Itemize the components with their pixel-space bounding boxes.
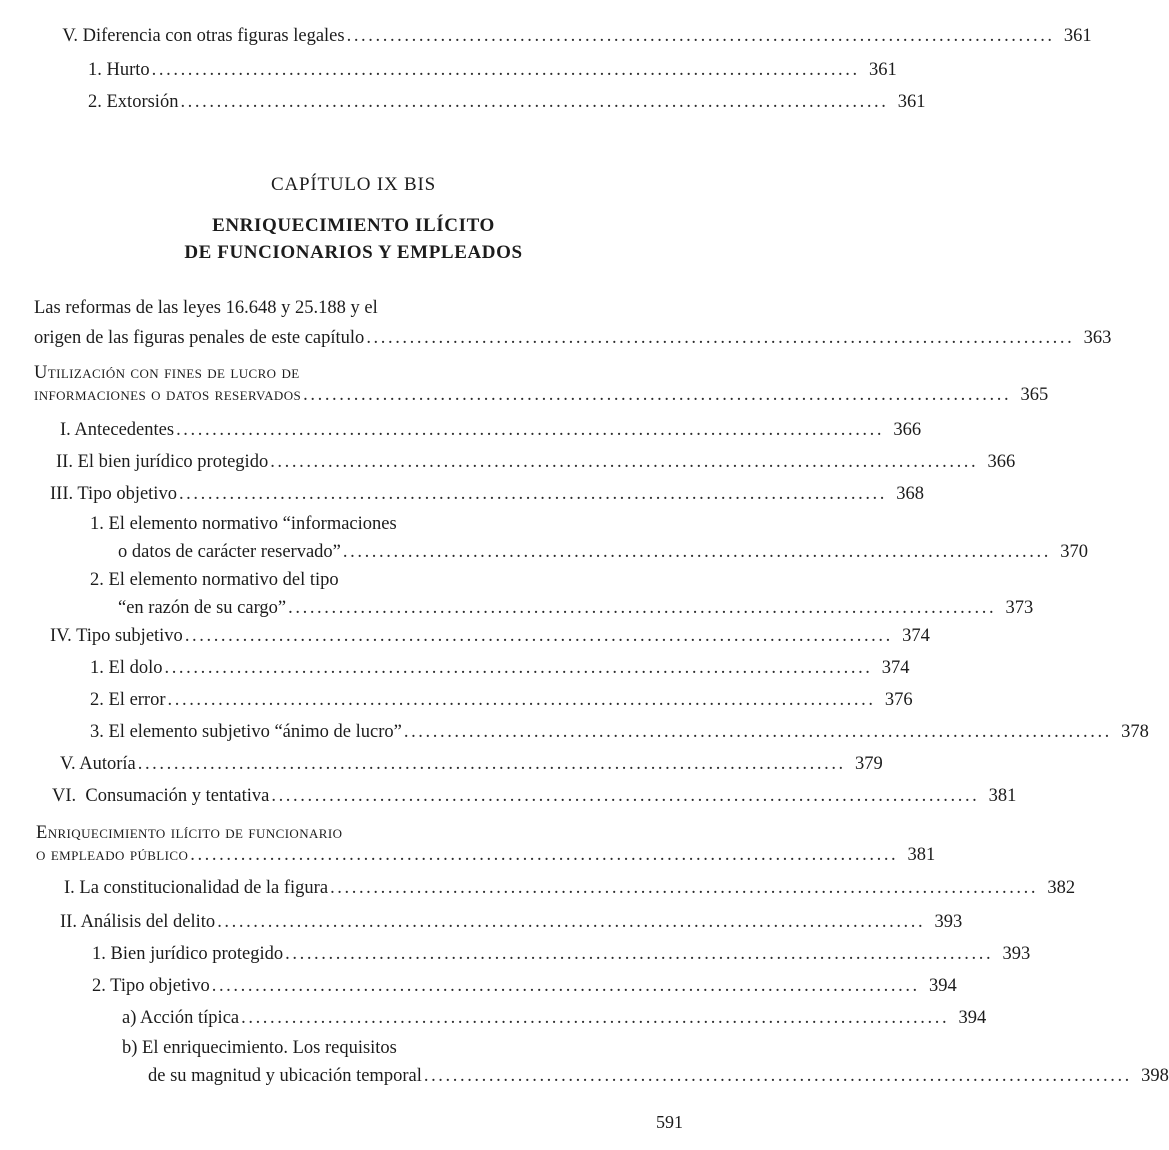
page-number: 361	[1063, 26, 1092, 46]
dot-leader: ..................................................................................................	[184, 626, 893, 646]
dot-leader: ..................................................................................................	[241, 1008, 950, 1028]
page-number: 374	[881, 658, 910, 678]
page-folio: 591	[656, 1112, 683, 1132]
dot-leader: ..................................................................................................	[342, 542, 1051, 562]
page-number: 379	[855, 754, 883, 774]
entry-label: “en razón de su cargo”	[118, 598, 287, 618]
toc-entry[interactable]	[60, 752, 883, 776]
toc-entry[interactable]	[92, 974, 957, 998]
page-number: 382	[1047, 878, 1076, 898]
entry-number: I.	[64, 878, 75, 898]
entry-label: Análisis del delito	[80, 912, 216, 932]
entry-label: Tipo objetivo	[110, 976, 210, 996]
chapter-title-line: DE FUNCIONARIOS Y EMPLEADOS	[184, 242, 523, 263]
entry-label: El dolo	[108, 658, 163, 678]
dot-leader: ..................................................................................................	[303, 385, 1012, 405]
section-title: informaciones o datos reservados	[34, 385, 302, 405]
toc-entry[interactable]	[60, 418, 922, 442]
section-title-line: Enriquecimiento ilícito de funcionario	[36, 823, 343, 843]
entry-label-line: El elemento normativo “informaciones	[108, 514, 397, 534]
toc-entry-intro[interactable]	[34, 296, 1112, 350]
dot-leader: ..................................................................................................	[270, 452, 979, 472]
dot-leader: ..................................................................................................	[180, 92, 889, 112]
toc-entry[interactable]	[88, 90, 926, 114]
toc-entry[interactable]	[122, 1036, 1169, 1088]
entry-label: Acción típica	[139, 1008, 240, 1028]
entry-number: II.	[56, 452, 73, 472]
toc-entry[interactable]	[92, 942, 1031, 966]
toc-section-heading[interactable]	[34, 362, 1049, 406]
entry-number: V.	[62, 26, 78, 46]
dot-leader: ..................................................................................................	[137, 754, 846, 774]
dot-leader: ..................................................................................................	[288, 598, 997, 618]
dot-leader: ..................................................................................................	[330, 878, 1039, 898]
page-number: 361	[868, 60, 897, 80]
dot-leader: ..................................................................................................	[403, 722, 1112, 742]
page-number: 374	[902, 626, 930, 646]
entry-label: Extorsión	[106, 92, 179, 112]
dot-leader: ..................................................................................................	[176, 420, 885, 440]
page-number: 376	[884, 690, 913, 710]
entry-label: El bien jurídico protegido	[77, 452, 269, 472]
entry-number: VI.	[52, 786, 77, 806]
entry-number: 2.	[90, 570, 104, 590]
entry-label: El error	[108, 690, 166, 710]
entry-label-line: El elemento normativo del tipo	[108, 570, 339, 590]
dot-leader: ..................................................................................................	[211, 976, 920, 996]
section-title-line: Utilización con fines de lucro de	[34, 363, 300, 383]
entry-label: Consumación y tentativa	[85, 786, 270, 806]
entry-number: 1.	[90, 658, 104, 678]
entry-number: 1.	[92, 944, 106, 964]
page-number: 398	[1141, 1066, 1169, 1086]
entry-label: Tipo objetivo	[77, 484, 177, 504]
entry-number: I.	[60, 420, 71, 440]
entry-label: Bien jurídico protegido	[110, 944, 284, 964]
dot-leader: ..................................................................................................	[167, 690, 876, 710]
page-number: 370	[1060, 542, 1088, 562]
entry-number: 1.	[88, 60, 102, 80]
section-title: o empleado público	[36, 845, 189, 865]
entry-number: II.	[60, 912, 77, 932]
entry-number: 2.	[88, 92, 102, 112]
toc-entry[interactable]	[90, 720, 1149, 744]
dot-leader: ..................................................................................................	[366, 328, 1075, 348]
page-number: 366	[893, 420, 922, 440]
toc-entry[interactable]	[50, 482, 925, 506]
dot-leader: ..................................................................................................	[346, 26, 1055, 46]
entry-number: III.	[50, 484, 74, 504]
dot-leader: ..................................................................................................	[217, 912, 926, 932]
page-number: 378	[1121, 722, 1149, 742]
toc-entry[interactable]	[90, 512, 1088, 564]
page-number: 363	[1083, 328, 1112, 348]
page-number: 366	[987, 452, 1016, 472]
page-number: 368	[896, 484, 925, 504]
entry-label: Antecedentes	[74, 420, 175, 440]
entry-label: origen de las figuras penales de este capítulo	[34, 328, 365, 348]
toc-entry[interactable]	[50, 624, 930, 648]
chapter-heading: CAPÍTULO IX BIS	[270, 174, 437, 195]
entry-label: La constitucionalidad de la figura	[79, 878, 329, 898]
entry-label: de su magnitud y ubicación temporal	[148, 1066, 422, 1086]
dot-leader: ..................................................................................................	[285, 944, 994, 964]
entry-label-line: Las reformas de las leyes 16.648 y 25.188 y el	[34, 298, 378, 318]
entry-number: 2.	[90, 690, 104, 710]
entry-number: b)	[122, 1038, 138, 1058]
entry-label: o datos de carácter reservado”	[118, 542, 341, 562]
dot-leader: ..................................................................................................	[190, 845, 899, 865]
toc-entry[interactable]	[90, 568, 1034, 620]
entry-number: V.	[60, 754, 76, 774]
chapter-title-line: ENRIQUECIMIENTO ILÍCITO	[212, 215, 495, 236]
entry-label: Diferencia con otras figuras legales	[82, 26, 345, 46]
chapter-title	[0, 212, 707, 266]
entry-label: El elemento subjetivo “ánimo de lucro”	[108, 722, 402, 742]
page-number: 365	[1020, 385, 1049, 405]
dot-leader: ..................................................................................................	[271, 786, 980, 806]
page-number: 393	[1002, 944, 1031, 964]
toc-entry[interactable]	[90, 688, 913, 712]
toc-entry[interactable]	[56, 450, 1016, 474]
page-number: 373	[1005, 598, 1034, 618]
entry-number: a)	[122, 1008, 137, 1028]
toc-entry[interactable]	[52, 784, 1017, 808]
toc-section-heading[interactable]	[36, 822, 936, 866]
toc-entry[interactable]	[90, 656, 910, 680]
dot-leader: ..................................................................................................	[151, 60, 860, 80]
toc-entry[interactable]	[60, 910, 963, 934]
toc-entry[interactable]	[122, 1006, 987, 1030]
entry-label: Hurto	[106, 60, 150, 80]
dot-leader: ..................................................................................................	[178, 484, 888, 504]
page-number: 394	[929, 976, 957, 996]
page-number: 361	[897, 92, 926, 112]
dot-leader: ..................................................................................................	[164, 658, 873, 678]
entry-number: 2.	[92, 976, 106, 996]
page-number: 393	[934, 912, 963, 932]
entry-number: 1.	[90, 514, 104, 534]
entry-label: Tipo subjetivo	[76, 626, 183, 646]
toc-entry[interactable]	[64, 876, 1076, 900]
page-number: 381	[907, 845, 936, 865]
entry-label: Autoría	[79, 754, 136, 774]
entry-label-line: El enriquecimiento. Los requisitos	[142, 1038, 397, 1058]
page-number: 394	[958, 1008, 987, 1028]
entry-number: IV.	[50, 626, 72, 646]
toc-entry[interactable]	[88, 58, 897, 82]
dot-leader: ..................................................................................................	[423, 1066, 1132, 1086]
toc-entry[interactable]	[56, 24, 1092, 48]
page-number: 381	[988, 786, 1017, 806]
entry-number: 3.	[90, 722, 104, 742]
